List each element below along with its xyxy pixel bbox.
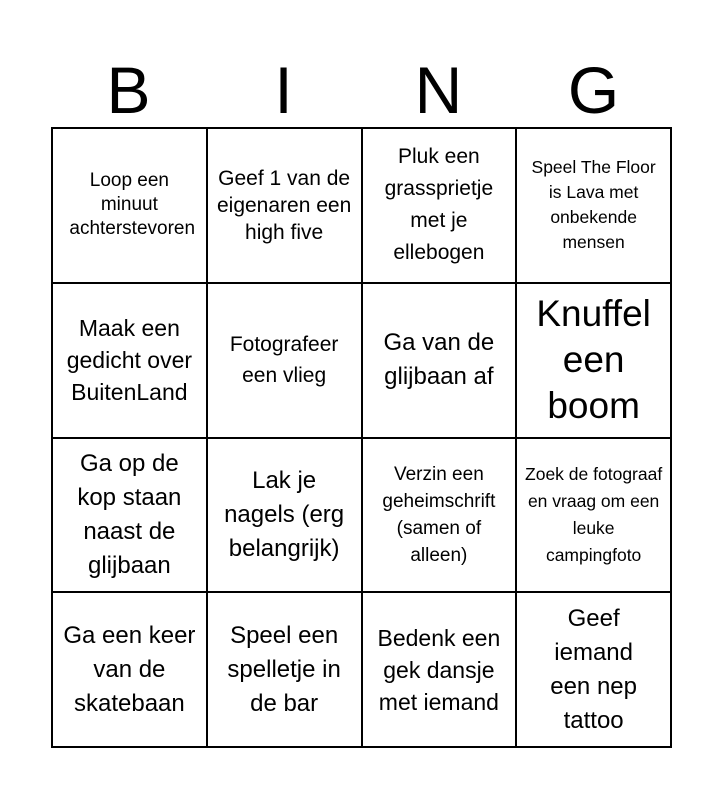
cell-text: Pluk een grassprietje met je ellebogen: [384, 145, 494, 265]
bingo-cell[interactable]: [208, 593, 363, 748]
title-letter-g: G: [567, 53, 620, 127]
bingo-title: [51, 52, 671, 128]
bingo-cell[interactable]: [517, 284, 672, 439]
bingo-cell[interactable]: [53, 593, 208, 748]
cell-text: Verzin een geheimschrift (samen of alleen): [382, 463, 496, 566]
cell-text: Fotografeer een vlieg: [229, 333, 339, 388]
title-letter-n: N: [414, 53, 463, 127]
cell-text: Geef 1 van de eigenaren een high five: [216, 166, 352, 244]
cell-text: Lak je nagels (erg belangrijk): [224, 466, 345, 562]
bingo-cell[interactable]: [53, 284, 208, 439]
bingo-cell[interactable]: [363, 284, 518, 439]
bingo-cell[interactable]: [208, 129, 363, 284]
bingo-cell[interactable]: [363, 593, 518, 748]
cell-text: Knuffel een boom: [536, 293, 651, 427]
bingo-card: [51, 127, 672, 748]
bingo-cell[interactable]: [53, 129, 208, 284]
cell-text: Speel een spelletje in de bar: [227, 621, 341, 717]
bingo-cell[interactable]: [208, 284, 363, 439]
title-letter-i: I: [274, 53, 293, 127]
cell-text: Speel The Floor is Lava met onbekende mensen: [531, 157, 656, 253]
cell-text: Bedenk een gek dansje met iemand: [377, 624, 501, 715]
bingo-cell[interactable]: [53, 439, 208, 594]
cell-text: Ga een keer van de skatebaan: [63, 621, 196, 717]
cell-text: Ga op de kop staan naast de glijbaan: [77, 449, 182, 579]
cell-text: Ga van de glijbaan af: [383, 329, 495, 391]
bingo-cell[interactable]: [363, 439, 518, 594]
bingo-cell[interactable]: [208, 439, 363, 594]
bingo-cell[interactable]: [517, 593, 672, 748]
title-letter-b: B: [106, 53, 151, 127]
bingo-cell[interactable]: [363, 129, 518, 284]
cell-text: Zoek de fotograaf en vraag om een leuke campingfoto: [525, 463, 663, 565]
cell-text: Maak een gedicht over BuitenLand: [66, 315, 193, 406]
cell-text: Loop een minuut achterstevoren: [69, 170, 196, 240]
bingo-cell[interactable]: [517, 129, 672, 284]
bingo-cell[interactable]: [517, 439, 672, 594]
cell-text: Geef iemand een nep tattoo: [550, 604, 637, 734]
